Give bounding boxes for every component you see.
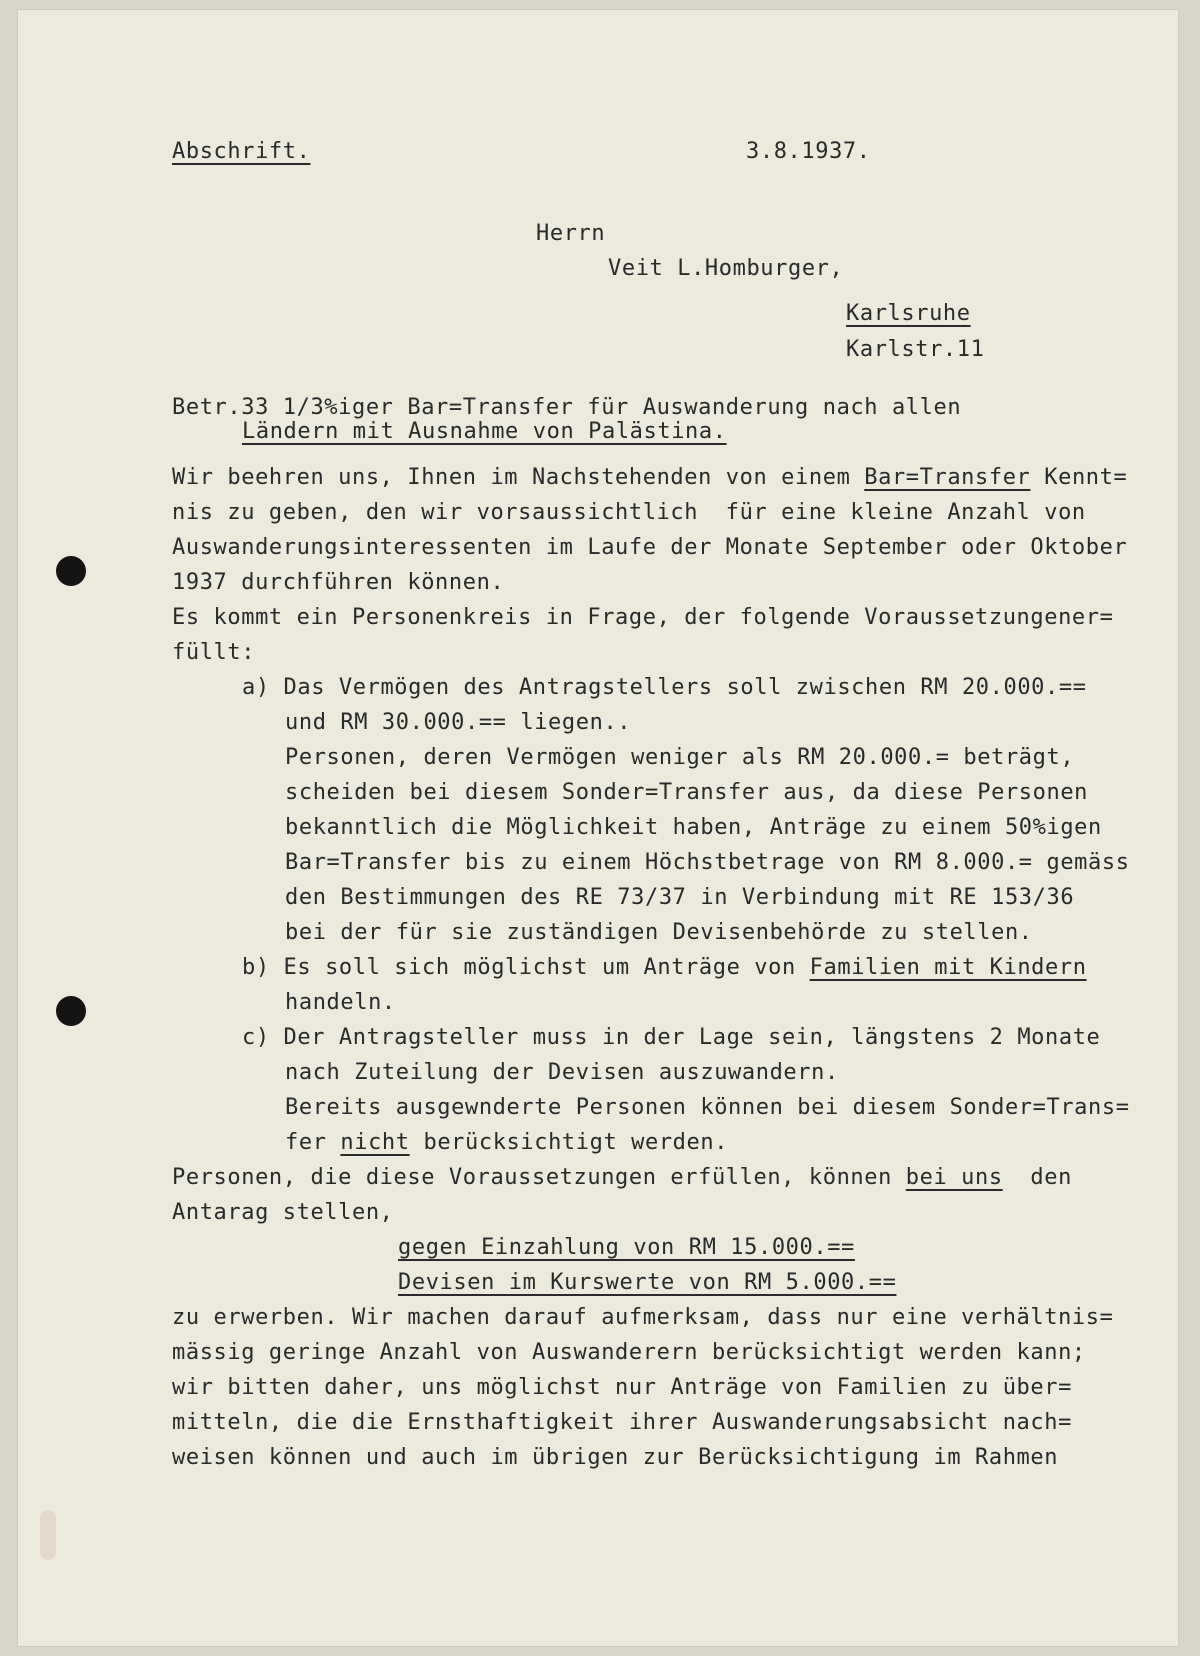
item-a-line: bei der für sie zuständigen Devisenbehörde zu stellen.	[285, 920, 1033, 945]
item-a-line: a) Das Vermögen des Antragstellers soll zwischen RM 20.000.==	[242, 675, 1087, 700]
letter-date: 3.8.1937.	[746, 139, 871, 164]
underlined-bei-uns: bei uns	[905, 1165, 1003, 1190]
item-a-line: und RM 30.000.== liegen..	[285, 710, 632, 735]
punch-hole-bottom	[56, 996, 86, 1026]
item-c-line: nach Zuteilung der Devisen auszuwandern.	[285, 1060, 839, 1085]
body-line: Antarag stellen,	[172, 1200, 394, 1225]
body-line: zu erwerben. Wir machen darauf aufmerksam, dass nur eine verhältnis=	[172, 1305, 1114, 1330]
subject-line-2: Ländern mit Ausnahme von Palästina.	[242, 419, 727, 444]
address-street: Karlstr.11	[846, 337, 985, 362]
body-line: Es kommt ein Personenkreis in Frage, der folgende Voraussetzungener=	[172, 605, 1114, 630]
punch-hole-top	[56, 556, 86, 586]
item-a-line: den Bestimmungen des RE 73/37 in Verbindung mit RE 153/36	[285, 885, 1075, 910]
body-line: Wir beehren uns, Ihnen im Nachstehenden von einem Bar=Transfer Kennt=	[172, 465, 1128, 490]
item-a-line: Personen, deren Vermögen weniger als RM 20.000.= beträgt,	[285, 745, 1075, 770]
item-c-line: Bereits ausgewnderte Personen können bei diesem Sonder=Trans=	[285, 1095, 1130, 1120]
paper-stain	[40, 1510, 56, 1560]
body-line: nis zu geben, den wir vorsaussichtlich für eine kleine Anzahl von	[172, 500, 1086, 525]
body-line: füllt:	[172, 640, 256, 665]
item-b-line: b) Es soll sich möglichst um Anträge von Familien mit Kindern	[242, 955, 1087, 980]
body-line: 1937 durchführen können.	[172, 570, 505, 595]
payment-term: gegen Einzahlung von RM 15.000.==	[398, 1235, 855, 1260]
item-a-line: Bar=Transfer bis zu einem Höchstbetrage von RM 8.000.= gemäss	[285, 850, 1130, 875]
underlined-families: Familien mit Kindern	[809, 955, 1087, 980]
underlined-bar-transfer: Bar=Transfer	[864, 465, 1031, 490]
underlined-nicht: nicht	[340, 1130, 410, 1155]
body-line: weisen können und auch im übrigen zur Berücksichtigung im Rahmen	[172, 1445, 1059, 1470]
document-label: Abschrift.	[172, 139, 311, 164]
body-line: Personen, die diese Voraussetzungen erfüllen, können bei uns den	[172, 1165, 1072, 1190]
item-c-line: c) Der Antragsteller muss in der Lage sein, längstens 2 Monate	[242, 1025, 1101, 1050]
address-city: Karlsruhe	[846, 301, 971, 326]
subject-line-1: Betr.33 1/3%iger Bar=Transfer für Auswanderung nach allen	[172, 395, 962, 420]
item-a-line: scheiden bei diesem Sonder=Transfer aus, da diese Personen	[285, 780, 1089, 805]
address-salutation: Herrn	[536, 221, 606, 246]
body-line: Auswanderungsinteressenten im Laufe der Monate September oder Oktober	[172, 535, 1128, 560]
item-a-line: bekanntlich die Möglichkeit haben, Anträge zu einem 50%igen	[285, 815, 1102, 840]
item-c-line: fer nicht berücksichtigt werden.	[285, 1130, 729, 1155]
address-name: Veit L.Homburger,	[608, 256, 844, 281]
item-b-line: handeln.	[285, 990, 396, 1015]
currency-term: Devisen im Kurswerte von RM 5.000.==	[398, 1270, 897, 1295]
body-line: mässig geringe Anzahl von Auswanderern berücksichtigt werden kann;	[172, 1340, 1086, 1365]
body-line: wir bitten daher, uns möglichst nur Anträge von Familien zu über=	[172, 1375, 1072, 1400]
body-line: mitteln, die die Ernsthaftigkeit ihrer Auswanderungsabsicht nach=	[172, 1410, 1072, 1435]
